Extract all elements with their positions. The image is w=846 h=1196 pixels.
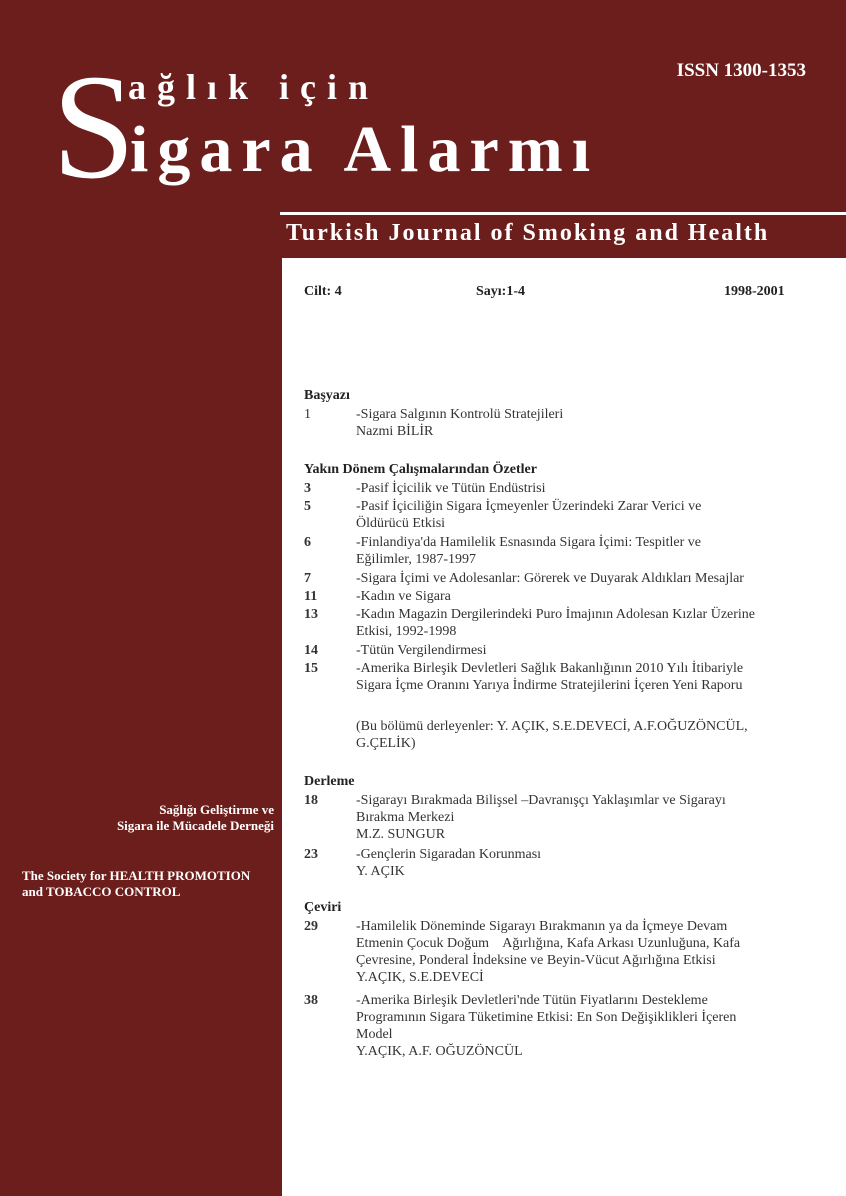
toc-entry-text [356, 918, 824, 986]
toc-line: -Pasif İçiciliğin Sigara İçmeyenler Üzerindeki Zarar Verici ve [356, 499, 702, 514]
toc-entry-text [356, 606, 824, 640]
toc-entry-text [356, 406, 824, 440]
masthead-small-line: ağlık için [128, 67, 380, 107]
toc-line: Eğilimler, 1987-1997 [356, 552, 476, 567]
toc-entry-text [356, 792, 824, 843]
toc-line: -Tütün Vergilendirmesi [356, 643, 487, 658]
toc-page-number: 23 [304, 847, 318, 862]
contents-panel [282, 258, 846, 1196]
note-line: (Bu bölümü derleyenler: Y. AÇIK, S.E.DEVECİ, A.F.OĞUZÖNCÜL, [356, 719, 748, 734]
toc-entry-text [356, 846, 824, 880]
toc-page-number: 1 [304, 407, 311, 422]
toc-page-number: 29 [304, 919, 318, 934]
toc-entry-text [356, 660, 824, 694]
toc-line: Sigara İçme Oranını Yarıya İndirme Stratejilerini İçeren Yeni Raporu [356, 678, 743, 693]
section-title-summaries: Yakın Dönem Çalışmalarından Özetler [304, 462, 537, 477]
society-line: Sağlığı Geliştirme ve [159, 802, 274, 817]
society-line: The Society for HEALTH PROMOTION [22, 868, 251, 883]
toc-line: -Sigarayı Bırakmada Bilişsel –Davranışçı Yaklaşımlar ve Sigarayı [356, 793, 726, 808]
toc-page-number: 14 [304, 643, 318, 658]
masthead-initial: S [52, 44, 136, 210]
issue-number-label: Sayı:1-4 [476, 284, 525, 299]
toc-entry-text [356, 498, 824, 532]
toc-entry-text [356, 534, 824, 568]
society-line: and TOBACCO CONTROL [22, 884, 181, 899]
toc-line: Model [356, 1027, 393, 1042]
toc-line: Çevresine, Ponderal İndeksine ve Beyin-Vücut Ağırlığına Etkisi [356, 953, 716, 968]
toc-line: Y.AÇIK, S.E.DEVECİ [356, 970, 484, 985]
toc-entry-text [356, 588, 824, 605]
compilers-note [356, 718, 816, 752]
toc-line: -Hamilelik Döneminde Sigarayı Bırakmanın ya da İçmeye Devam [356, 919, 728, 934]
divider-rule [280, 212, 846, 215]
toc-page-number: 11 [304, 589, 318, 604]
toc-line: -Kadın Magazin Dergilerindeki Puro İmajının Adolesan Kızlar Üzerine [356, 607, 756, 622]
toc-page-number: 7 [304, 571, 311, 586]
volume-label: Cilt: 4 [304, 284, 342, 299]
toc-line: -Kadın ve Sigara [356, 589, 451, 604]
issue-years-label: 1998-2001 [724, 284, 785, 299]
toc-line: Y. AÇIK [356, 864, 405, 879]
society-name-english [22, 868, 280, 900]
toc-page-number: 15 [304, 661, 318, 676]
toc-line: M.Z. SUNGUR [356, 827, 446, 842]
toc-page-number: 38 [304, 993, 318, 1008]
section-title-translation: Çeviri [304, 900, 342, 915]
toc-line: Y.AÇIK, A.F. OĞUZÖNCÜL [356, 1044, 523, 1059]
toc-page-number: 18 [304, 793, 318, 808]
journal-subtitle: Turkish Journal of Smoking and Health [286, 220, 770, 246]
toc-line: Programının Sigara Tüketimine Etkisi: En Son Değişiklikleri İçeren [356, 1010, 737, 1025]
issn-label: ISSN 1300-1353 [676, 60, 806, 81]
toc-entry-text [356, 570, 824, 587]
note-line: G.ÇELİK) [356, 736, 416, 751]
toc-line: Bırakma Merkezi [356, 810, 455, 825]
toc-line: -Gençlerin Sigaradan Korunması [356, 847, 542, 862]
toc-line: Etkisi, 1992-1998 [356, 624, 457, 639]
toc-line: Nazmi BİLİR [356, 424, 434, 439]
section-title-editorial: Başyazı [304, 388, 350, 403]
toc-line: -Sigara Salgının Kontrolü Stratejileri [356, 407, 564, 422]
toc-entry-text [356, 480, 824, 497]
toc-entry-text [356, 642, 824, 659]
society-name-turkish [30, 802, 274, 834]
toc-page-number: 3 [304, 481, 311, 496]
toc-line: Etmenin Çocuk Doğum Ağırlığına, Kafa Arkası Uzunluğuna, Kafa [356, 936, 741, 951]
section-title-review: Derleme [304, 774, 355, 789]
toc-page-number: 5 [304, 499, 311, 514]
toc-page-number: 6 [304, 535, 311, 550]
toc-line: -Sigara İçimi ve Adolesanlar: Görerek ve Duyarak Aldıkları Mesajlar [356, 571, 744, 586]
toc-line: -Amerika Birleşik Devletleri'nde Tütün Fiyatlarını Destekleme [356, 993, 708, 1008]
toc-entry-text [356, 992, 824, 1060]
toc-line: Öldürücü Etkisi [356, 516, 446, 531]
masthead-title: igara Alarmı [130, 113, 600, 186]
toc-line: -Finlandiya'da Hamilelik Esnasında Sigara İçimi: Tespitler ve [356, 535, 701, 550]
toc-page-number: 13 [304, 607, 318, 622]
toc-line: -Amerika Birleşik Devletleri Sağlık Bakanlığının 2010 Yılı İtibariyle [356, 661, 744, 676]
toc-line: -Pasif İçicilik ve Tütün Endüstrisi [356, 481, 546, 496]
society-line: Sigara ile Mücadele Derneği [116, 818, 274, 833]
